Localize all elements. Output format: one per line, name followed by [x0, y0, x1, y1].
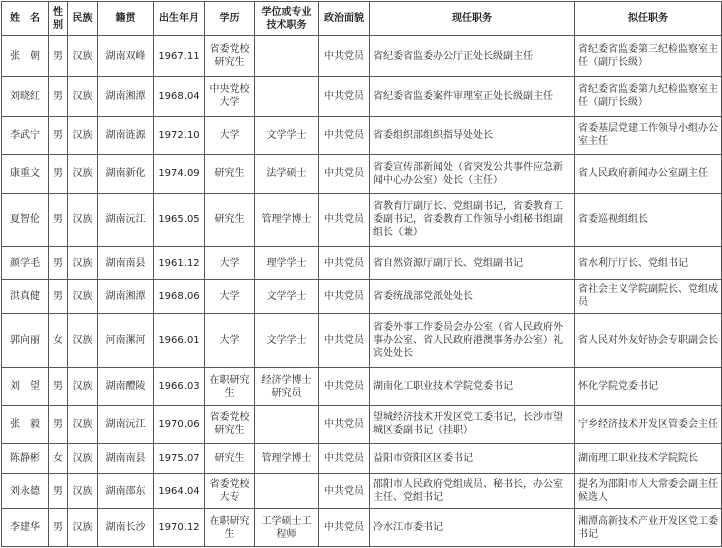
cell-ethnicity: 汉族 [68, 279, 98, 313]
cell-name: 刘晓红 [2, 77, 49, 117]
cell-party: 中共党员 [319, 36, 370, 77]
cell-origin: 湖南沅江 [98, 406, 154, 444]
cell-ethnicity: 汉族 [68, 77, 98, 117]
cell-proposed-post: 省水利厅厅长、党组书记 [575, 247, 722, 280]
cell-origin: 湖南双峰 [98, 36, 154, 77]
table-row [2, 116, 722, 154]
cell-party: 中共党员 [319, 279, 370, 313]
cell-name: 刘 望 [2, 368, 49, 406]
cell-ethnicity: 汉族 [68, 509, 98, 547]
cell-gender: 男 [49, 154, 68, 193]
cell-birth: 1966.03 [154, 368, 205, 406]
cell-name: 张 毅 [2, 406, 49, 444]
cell-degree: 管理学博士 [255, 193, 319, 247]
cell-gender: 男 [49, 406, 68, 444]
cell-origin: 湖南长沙 [98, 509, 154, 547]
cell-education: 大学 [205, 279, 255, 313]
cell-proposed-post: 省纪委省监委第三纪检监察室主任（副厅长级） [575, 36, 722, 77]
cell-name: 康重文 [2, 154, 49, 193]
cell-current-post: 省纪委省监委案件审理室正处长级副主任 [370, 77, 575, 117]
cell-degree: 理学学士 [255, 247, 319, 280]
header-ethnicity: 民族 [68, 2, 98, 36]
header-birth: 出生年月 [154, 2, 205, 36]
cell-birth: 1966.01 [154, 313, 205, 368]
cell-degree: 文学学士 [255, 313, 319, 368]
cell-ethnicity: 汉族 [68, 406, 98, 444]
header-education: 学历 [205, 2, 255, 36]
header-name: 姓 名 [2, 2, 49, 36]
cell-gender: 男 [49, 77, 68, 117]
cell-current-post: 省自然资源厅副厅长、党组副书记 [370, 247, 575, 280]
cell-current-post: 省纪委省监委办公厅正处长级副主任 [370, 36, 575, 77]
cell-gender: 男 [49, 279, 68, 313]
cell-birth: 1972.10 [154, 116, 205, 154]
cell-party: 中共党员 [319, 313, 370, 368]
cell-gender: 女 [49, 443, 68, 473]
cell-birth: 1965.05 [154, 193, 205, 247]
cell-birth: 1975.07 [154, 443, 205, 473]
cell-current-post: 望城经济技术开发区党工委书记，长沙市望城区委副书记（挂职） [370, 406, 575, 444]
cell-gender: 男 [49, 116, 68, 154]
cell-party: 中共党员 [319, 116, 370, 154]
cell-current-post: 冷水江市委书记 [370, 509, 575, 547]
cell-degree [255, 406, 319, 444]
cell-party: 中共党员 [319, 247, 370, 280]
cell-party: 中共党员 [319, 154, 370, 193]
cell-party: 中共党员 [319, 77, 370, 117]
cell-current-post: 省委统战部党派处处长 [370, 279, 575, 313]
cell-birth: 1970.12 [154, 509, 205, 547]
cell-name: 夏智伦 [2, 193, 49, 247]
cell-proposed-post: 省纪委省监委第九纪检监察室主任（副厅长级） [575, 77, 722, 117]
cell-origin: 湖南新化 [98, 154, 154, 193]
cell-degree: 工学硕士工程师 [255, 509, 319, 547]
cell-current-post: 益阳市资阳区区委书记 [370, 443, 575, 473]
cell-origin: 湖南南县 [98, 443, 154, 473]
cell-education: 在职研究生 [205, 368, 255, 406]
cell-proposed-post: 省委巡视组组长 [575, 193, 722, 247]
cell-origin: 湖南醴陵 [98, 368, 154, 406]
table-row [2, 36, 722, 77]
cell-proposed-post: 提名为邵阳市人大常委会副主任候选人 [575, 474, 722, 509]
cell-education: 研究生 [205, 193, 255, 247]
cell-gender: 男 [49, 247, 68, 280]
cell-education: 省委党校研究生 [205, 36, 255, 77]
cell-birth: 1974.09 [154, 154, 205, 193]
cell-ethnicity: 汉族 [68, 36, 98, 77]
table-row [2, 279, 722, 313]
table-row [2, 77, 722, 117]
cell-origin: 湖南湘潭 [98, 77, 154, 117]
table-row [2, 406, 722, 444]
cell-gender: 男 [49, 368, 68, 406]
cell-current-post: 邵阳市人民政府党组成员、秘书长，办公室主任、党组书记 [370, 474, 575, 509]
cell-proposed-post: 怀化学院党委书记 [575, 368, 722, 406]
cell-degree: 法学硕士 [255, 154, 319, 193]
cell-origin: 湖南沅江 [98, 193, 154, 247]
table-row [2, 509, 722, 547]
cell-origin: 湖南邵东 [98, 474, 154, 509]
cell-proposed-post: 省社会主义学院副院长、党组成员 [575, 279, 722, 313]
header-current-post: 现任职务 [370, 2, 575, 36]
cell-gender: 女 [49, 313, 68, 368]
cell-education: 大学 [205, 116, 255, 154]
cell-education: 研究生 [205, 443, 255, 473]
cell-ethnicity: 汉族 [68, 313, 98, 368]
cell-current-post: 省委宣传部新闻处（省突发公共事件应急新闻中心办公室）处长（主任） [370, 154, 575, 193]
cell-education: 省委党校研究生 [205, 406, 255, 444]
cell-origin: 河南漯河 [98, 313, 154, 368]
header-party: 政治面貌 [319, 2, 370, 36]
header-proposed-post: 拟任职务 [575, 2, 722, 36]
table-row [2, 474, 722, 509]
table-row [2, 154, 722, 193]
cell-current-post: 湖南化工职业技术学院党委书记 [370, 368, 575, 406]
cell-degree [255, 36, 319, 77]
cell-gender: 男 [49, 193, 68, 247]
cell-birth: 1967.11 [154, 36, 205, 77]
cell-education: 在职研究生 [205, 509, 255, 547]
header-degree: 学位或专业技术职务 [255, 2, 319, 36]
cell-degree [255, 474, 319, 509]
table-row [2, 193, 722, 247]
cell-birth: 1961.12 [154, 247, 205, 280]
cell-name: 颜学毛 [2, 247, 49, 280]
cell-proposed-post: 湘潭高新技术产业开发区党工委书记 [575, 509, 722, 547]
table-row [2, 313, 722, 368]
cell-party: 中共党员 [319, 443, 370, 473]
cell-origin: 湖南南县 [98, 247, 154, 280]
cell-ethnicity: 汉族 [68, 368, 98, 406]
cell-education: 中央党校大学 [205, 77, 255, 117]
cell-name: 李建华 [2, 509, 49, 547]
cell-origin: 湖南湘潭 [98, 279, 154, 313]
table-row [2, 247, 722, 280]
cell-birth: 1964.04 [154, 474, 205, 509]
table-row [2, 443, 722, 473]
cell-party: 中共党员 [319, 193, 370, 247]
cadre-roster-table [1, 1, 722, 547]
cell-birth: 1968.06 [154, 279, 205, 313]
cell-origin: 湖南涟源 [98, 116, 154, 154]
cell-name: 陈静彬 [2, 443, 49, 473]
cell-birth: 1970.06 [154, 406, 205, 444]
cell-proposed-post: 省人民政府新闻办公室副主任 [575, 154, 722, 193]
header-row [2, 2, 722, 36]
cell-proposed-post: 宁乡经济技术开发区管委会主任 [575, 406, 722, 444]
cell-degree [255, 77, 319, 117]
cell-degree: 管理学博士 [255, 443, 319, 473]
cell-party: 中共党员 [319, 509, 370, 547]
cell-current-post: 省委组织部组织指导处处长 [370, 116, 575, 154]
header-gender: 性别 [49, 2, 68, 36]
cell-education: 省委党校大专 [205, 474, 255, 509]
cell-party: 中共党员 [319, 474, 370, 509]
cell-proposed-post: 省人民对外友好协会专职副会长 [575, 313, 722, 368]
cell-name: 李武宁 [2, 116, 49, 154]
cell-name: 郭向丽 [2, 313, 49, 368]
cell-degree: 经济学博士研究员 [255, 368, 319, 406]
cell-gender: 男 [49, 36, 68, 77]
cell-current-post: 省教育厅副厅长、党组副书记，省委教育工委副书记，省委教育工作领导小组秘书组副组长（兼） [370, 193, 575, 247]
cell-name: 洪真健 [2, 279, 49, 313]
cell-proposed-post: 湖南理工职业技术学院院长 [575, 443, 722, 473]
cell-gender: 男 [49, 509, 68, 547]
cell-birth: 1968.04 [154, 77, 205, 117]
cell-name: 张 朝 [2, 36, 49, 77]
cell-degree: 文学学士 [255, 116, 319, 154]
cell-education: 大学 [205, 313, 255, 368]
cell-name: 刘永德 [2, 474, 49, 509]
cell-degree: 文学学士 [255, 279, 319, 313]
cell-party: 中共党员 [319, 368, 370, 406]
cell-ethnicity: 汉族 [68, 247, 98, 280]
cell-proposed-post: 省委基层党建工作领导小组办公室主任 [575, 116, 722, 154]
table-row [2, 368, 722, 406]
cell-education: 研究生 [205, 154, 255, 193]
cell-education: 大学 [205, 247, 255, 280]
header-origin: 籍贯 [98, 2, 154, 36]
cell-gender: 男 [49, 474, 68, 509]
cell-ethnicity: 汉族 [68, 474, 98, 509]
cell-party: 中共党员 [319, 406, 370, 444]
cell-ethnicity: 汉族 [68, 154, 98, 193]
cell-ethnicity: 汉族 [68, 443, 98, 473]
cell-current-post: 省委外事工作委员会办公室（省人民政府外事办公室、省人民政府港澳事务办公室）礼宾处处长 [370, 313, 575, 368]
cell-ethnicity: 汉族 [68, 116, 98, 154]
cell-ethnicity: 汉族 [68, 193, 98, 247]
